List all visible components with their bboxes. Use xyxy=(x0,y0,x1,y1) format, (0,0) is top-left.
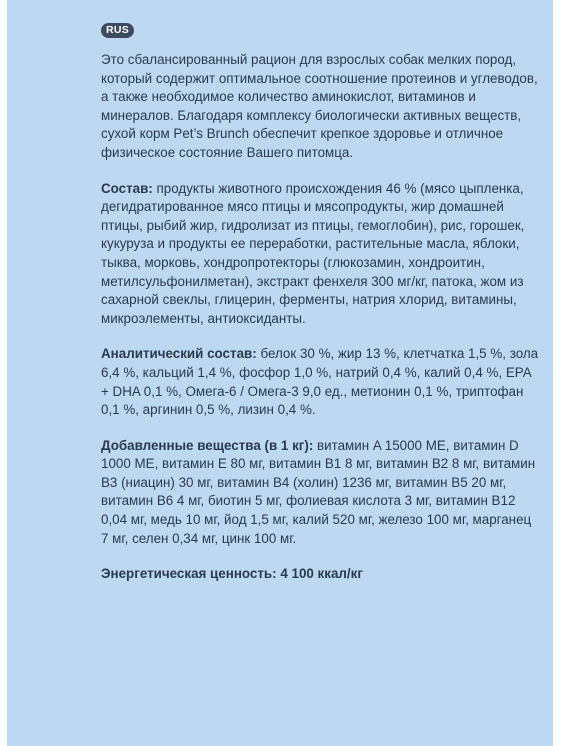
additives-label: Добавленные вещества (в 1 кг): xyxy=(101,437,314,453)
composition-paragraph xyxy=(101,180,541,329)
label-panel xyxy=(7,0,553,746)
analytical-text: белок 30 %, жир 13 %, клетчатка 1,5 %, зола 6,4 %, кальций 1,4 %, фосфор 1,0 %, натрий 0,4 %, калий 0,4 %, EPA + DHA 0,1 %, Омега-6 / Омега-3 9,0 ед., метионин 0,1 %, триптофан 0,1 %, аргинин 0,5 %, лизин 0,4 %. xyxy=(101,346,539,418)
composition-text: продукты животного происхождения 46 % (мясо цыпленка, дегидратированное мясо птицы и мясопродукты, жир домашней птицы, рыбий жир, гидролизат из птицы, гемоглобин), рис, горошек, кукуруза и продукты ее переработки, растительные масла, яблоки, тыква, морковь, хондропротекторы (глюкозамин, хондроитин, метилсульфонилметан), экстракт фенхеля 300 мг/кг, патока, жом из сахарной свеклы, глицерин, ферменты, натрия хлорид, витамины, микроэлементы, антиоксиданты. xyxy=(101,180,525,326)
analytical-paragraph xyxy=(101,345,541,419)
composition-label: Состав: xyxy=(101,180,153,196)
energy-paragraph xyxy=(101,565,541,584)
additives-text: витамин A 15000 МЕ, витамин D 1000 МЕ, витамин E 80 мг, витамин B1 8 мг, витамин B2 8 мг, витамин B3 (ниацин) 30 мг, витамин B4 (холин) 1236 мг, витамин B5 20 мг, витамин B6 4 мг, биотин 5 мг, фолиевая кислота 3 мг, витамин B12 0,04 мг, медь 10 мг, йод 1,5 мг, калий 520 мг, железо 100 мг, марганец 7 мг, селен 0,34 мг, цинк 100 мг. xyxy=(101,437,536,546)
analytical-label: Аналитический состав: xyxy=(101,346,257,362)
language-badge: RUS xyxy=(101,23,134,38)
energy-label: Энергетическая ценность: 4 100 ккал/кг xyxy=(101,566,363,582)
intro-paragraph: Это сбалансированный рацион для взрослых собак мелких пород, который содержит оптимальное соотношение протеинов и углеводов, а также необходимое количество аминокислот, витаминов и минералов. Благодаря комплексу биологически активных веществ, сухой корм Pet’s Brunch обеспечит крепкое здоровье и отличное физическое состояние Вашего питомца. xyxy=(101,52,538,160)
additives-paragraph xyxy=(101,437,541,549)
